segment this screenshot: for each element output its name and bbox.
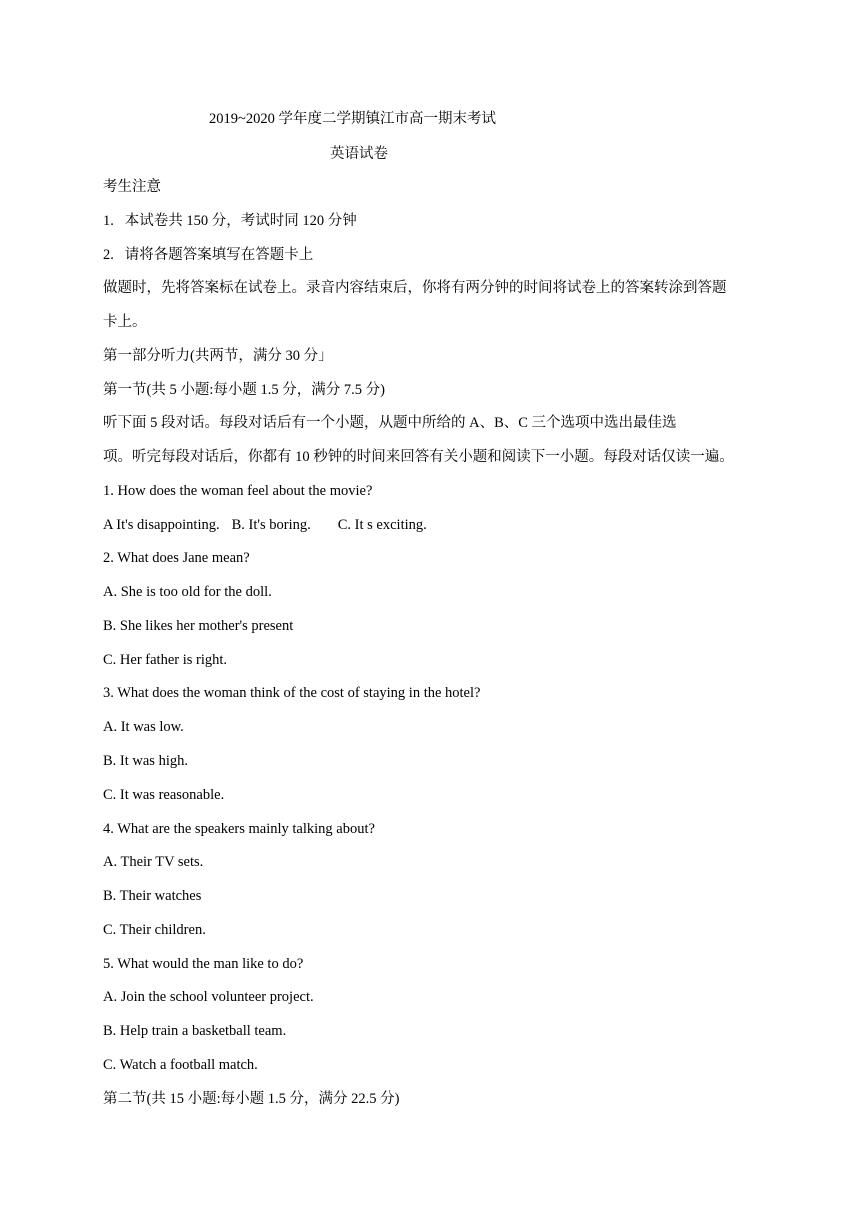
option-b: B. Help train a basketball team.	[103, 1023, 287, 1039]
directions-line-1: 听下面 5 段对话。每段对话后有一个小题，从题中所给的 A、B、C 三个选项中选出最佳选	[103, 415, 677, 431]
option-a: A. It was low.	[103, 719, 184, 735]
question-2: 2. What does Jane mean?	[103, 550, 250, 566]
option-a: A. She is too old for the doll.	[103, 584, 272, 600]
notice-item-2: 2. 请将各题答案填写在答题卡上	[103, 247, 314, 263]
option-b: B. Their watches	[103, 888, 202, 904]
section2-heading: 第二节(共 15 小题:每小题 1.5 分，满分 22.5 分)	[103, 1091, 400, 1107]
directions-line-2: 项。听完每段对话后，你都有 10 秒钟的时间来回答有关小题和阅读下一小题。每段对话仅读一遍。	[103, 449, 734, 465]
instruction-line-2: 卡上。	[103, 314, 147, 330]
option-a: A It's disappointing.	[103, 517, 220, 533]
option-c: C. It was reasonable.	[103, 787, 225, 803]
instruction-line-1: 做题时，先将答案标在试卷上。录音内容结束后，你将有两分钟的时间将试卷上的答案转涂到答题	[103, 280, 727, 296]
option-b: B. It was high.	[103, 753, 188, 769]
question-1-options	[103, 516, 427, 534]
notice-item-1: 1. 本试卷共 150 分，考试时同 120 分钟	[103, 213, 357, 229]
question-4: 4. What are the speakers mainly talking about?	[103, 821, 375, 837]
question-3: 3. What does the woman think of the cost of staying in the hotel?	[103, 685, 481, 701]
option-b: B. She likes her mother's present	[103, 618, 294, 634]
part1-heading: 第一部分听力(共两节，满分 30 分」	[103, 348, 333, 364]
exam-title: 2019~2020 学年度二学期镇江市高一期末考试	[209, 111, 496, 127]
option-c: C. Watch a football match.	[103, 1057, 258, 1073]
section1-heading: 第一节(共 5 小题:每小题 1.5 分，满分 7.5 分)	[103, 382, 385, 398]
option-a: A. Their TV sets.	[103, 854, 204, 870]
option-c: C. It s exciting.	[337, 517, 427, 533]
notice-heading: 考生注意	[103, 179, 161, 195]
question-5: 5. What would the man like to do?	[103, 956, 304, 972]
option-c: C. Their children.	[103, 922, 206, 938]
question-1: 1. How does the woman feel about the movie?	[103, 483, 373, 499]
option-b: B. It's boring.	[231, 517, 311, 533]
option-a: A. Join the school volunteer project.	[103, 989, 314, 1005]
exam-subtitle: 英语试卷	[330, 146, 388, 162]
option-c: C. Her father is right.	[103, 652, 228, 668]
